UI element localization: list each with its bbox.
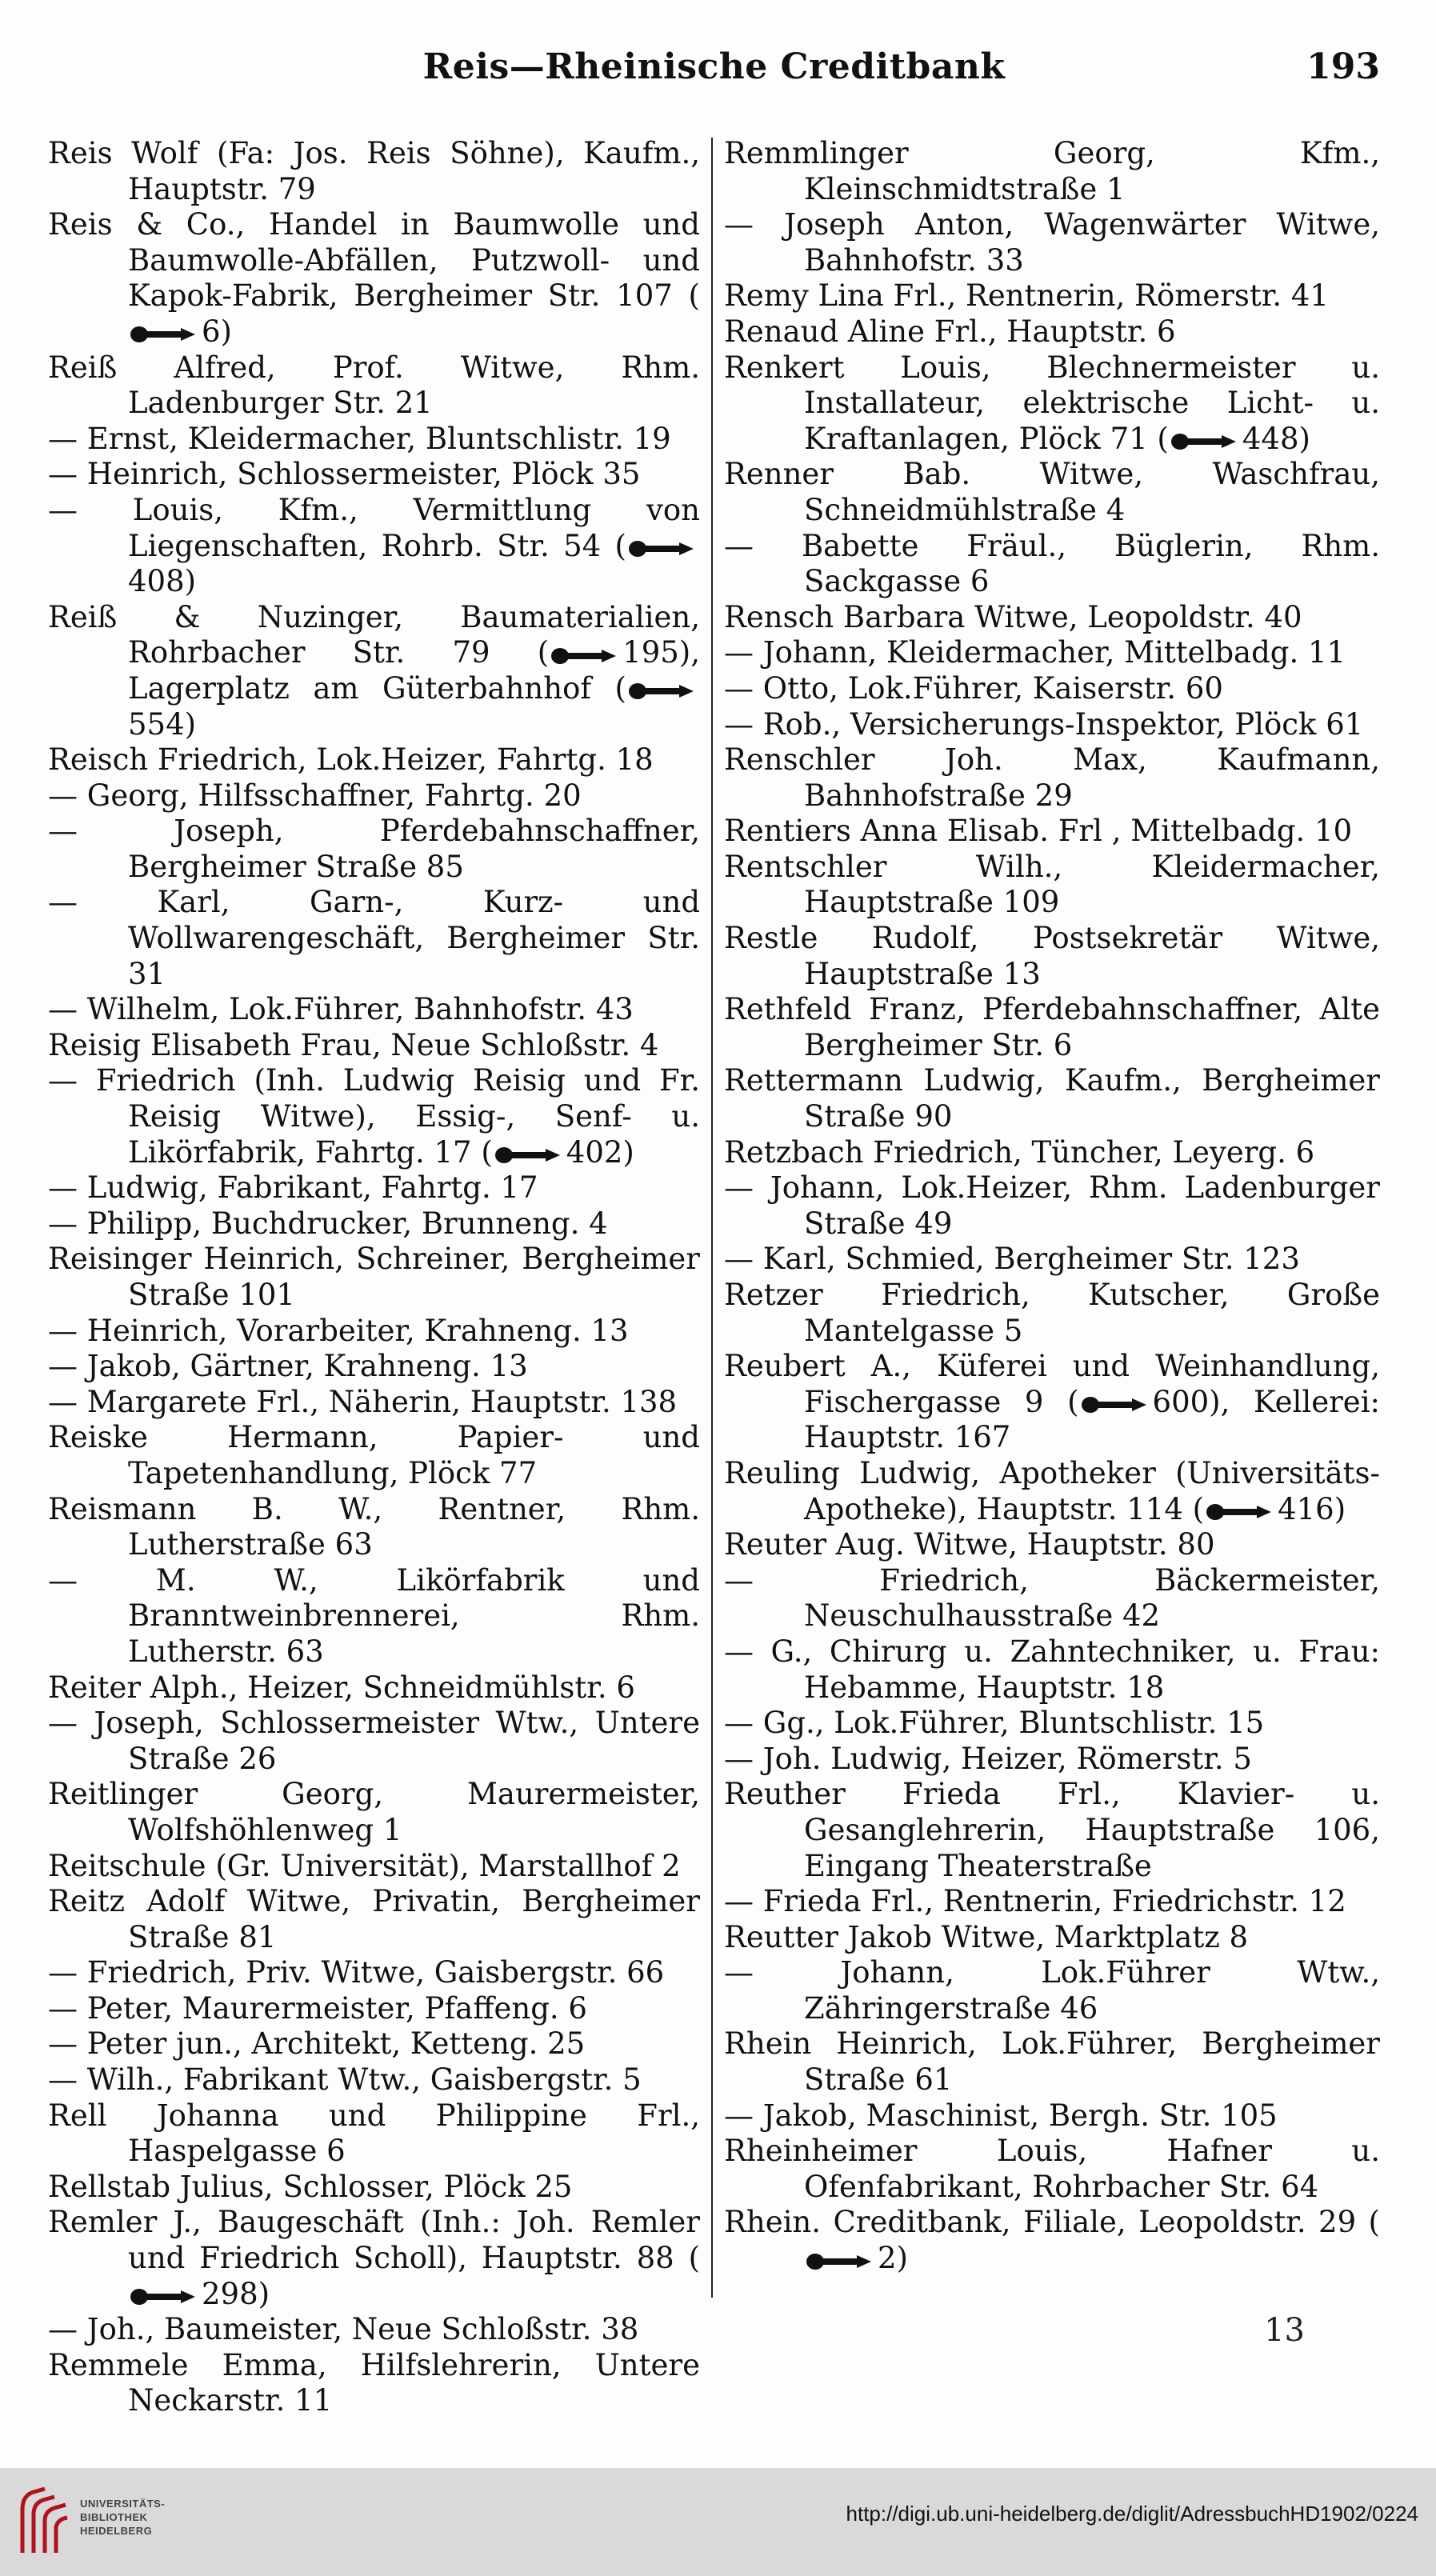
- entry-text: — Gg., Lok.Führer, Bluntschlistr. 15: [724, 1706, 1265, 1741]
- directory-entry: [48, 2026, 700, 2062]
- entry-text: Rensch Barbara Witwe, Leopoldstr. 40: [724, 599, 1302, 634]
- directory-entry: [724, 207, 1380, 278]
- directory-entry: [724, 1955, 1380, 2026]
- directory-entry: [724, 850, 1380, 921]
- directory-entry: [724, 1170, 1380, 1242]
- entry-text: 408): [128, 564, 197, 599]
- directory-entry: [48, 1170, 700, 1206]
- directory-entry: [48, 350, 700, 422]
- directory-entry: [48, 1063, 700, 1170]
- telephone-receiver-icon: [1206, 1503, 1273, 1519]
- entry-text: 402): [566, 1134, 634, 1170]
- entry-text: Reisig Elisabeth Frau, Neue Schloßstr. 4: [48, 1027, 659, 1062]
- entry-text: 600), Kellerei: Hauptstr. 167: [804, 1384, 1380, 1455]
- directory-entry: [724, 457, 1380, 528]
- entry-text: — Rob., Versicherungs-Inspektor, Plöck 61: [724, 706, 1364, 742]
- page-number: 193: [1306, 46, 1380, 87]
- directory-entry: [48, 2312, 700, 2348]
- entry-text: — Karl, Schmied, Bergheimer Str. 123: [724, 1242, 1300, 1277]
- directory-entry: [724, 707, 1380, 743]
- entry-text: Remmele Emma, Hilfslehrerin, Untere Neckarstr. 11: [48, 2347, 700, 2418]
- entry-text: — Friedrich, Bäckermeister, Neuschulhausstraße 42: [724, 1562, 1380, 1634]
- directory-entry: [724, 2098, 1380, 2134]
- entry-text: — Johann, Lok.Führer Wtw., Zähringerstraße 46: [724, 1955, 1380, 2026]
- directory-entry: [724, 2205, 1380, 2276]
- entry-text: Reutter Jakob Witwe, Marktplatz 8: [724, 1919, 1249, 1954]
- entry-text: Restle Rudolf, Postsekretär Witwe, Hauptstraße 13: [724, 921, 1380, 991]
- entry-text: Reitz Adolf Witwe, Privatin, Bergheimer Straße 81: [48, 1884, 700, 1954]
- directory-entry: [48, 1492, 700, 1563]
- entry-text: — Philipp, Buchdrucker, Brunneng. 4: [48, 1206, 608, 1241]
- directory-entry: [724, 1920, 1380, 1956]
- entry-text: — Joh., Baumeister, Neue Schloßstr. 38: [48, 2312, 639, 2347]
- entry-text: 554): [128, 706, 197, 742]
- right-column: [724, 136, 1380, 2277]
- entry-text: Reiske Hermann, Papier- und Tapetenhandlung, Plöck 77: [48, 1420, 700, 1490]
- directory-entry: [724, 1706, 1380, 1742]
- entry-text: — Frieda Frl., Rentnerin, Friedrichstr. 12: [724, 1884, 1346, 1919]
- directory-entry: [724, 350, 1380, 458]
- entry-text: — Wilh., Fabrikant Wtw., Gaisbergstr. 5: [48, 2062, 642, 2098]
- directory-entry: [724, 992, 1380, 1063]
- entry-text: — Heinrich, Vorarbeiter, Krahneng. 13: [48, 1313, 629, 1348]
- directory-entry: [48, 1349, 700, 1385]
- directory-entry: [48, 992, 700, 1028]
- entry-text: — Wilhelm, Lok.Führer, Bahnhofstr. 43: [48, 992, 634, 1027]
- directory-entry: [724, 1563, 1380, 1634]
- entry-text: Renner Bab. Witwe, Waschfrau, Schneidmühlstraße 4: [724, 457, 1380, 527]
- directory-entry: [724, 1742, 1380, 1778]
- telephone-receiver-icon: [550, 647, 618, 663]
- entry-text: Reisch Friedrich, Lok.Heizer, Fahrtg. 18: [48, 742, 654, 778]
- directory-entry: [48, 1314, 700, 1350]
- directory-entry: [724, 1634, 1380, 1706]
- library-name: [80, 2497, 165, 2538]
- entry-text: — Babette Fräul., Büglerin, Rhm. Sackgasse 6: [724, 528, 1380, 599]
- telephone-receiver-icon: [806, 2253, 873, 2269]
- entry-text: Remy Lina Frl., Rentnerin, Römerstr. 41: [724, 278, 1329, 314]
- entry-text: — Jakob, Maschinist, Bergh. Str. 105: [724, 2098, 1278, 2133]
- telephone-receiver-icon: [1170, 433, 1238, 449]
- directory-entry: [48, 2205, 700, 2312]
- library-name-line: UNIVERSITÄTS-: [80, 2498, 166, 2510]
- entry-text: 416): [1278, 1491, 1346, 1526]
- directory-entry: [48, 1670, 700, 1706]
- entry-text: — Friedrich (Inh. Ludwig Reisig und Fr. Reisig Witwe), Essig-, Senf- u. Likörfabrik, Fahrtg. 17 (: [48, 1063, 700, 1170]
- entry-text: Rhein Heinrich, Lok.Führer, Bergheimer Straße 61: [724, 2026, 1380, 2098]
- directory-entry: [724, 2026, 1380, 2098]
- directory-entry: [724, 1063, 1380, 1134]
- directory-entry: [48, 2098, 700, 2170]
- left-column: [48, 136, 700, 2419]
- entry-text: Reiter Alph., Heizer, Schneidmühlstr. 6: [48, 1670, 635, 1705]
- directory-entry: [48, 1955, 700, 1991]
- footer-bar: [0, 2468, 1436, 2576]
- directory-entry: [48, 1849, 700, 1885]
- entry-text: Rentschler Wilh., Kleidermacher, Hauptstraße 109: [724, 849, 1380, 920]
- entry-text: Reuther Frieda Frl., Klavier- u. Gesanglehrerin, Hauptstraße 106, Eingang Theaterstraße: [724, 1777, 1380, 1883]
- telephone-receiver-icon: [628, 540, 695, 556]
- directory-entry: [724, 1349, 1380, 1456]
- entry-text: Reis & Co., Handel in Baumwolle und Baumwolle-Abfällen, Putzwoll- und Kapok-Fabrik, Bergheimer Str. 107 (: [48, 207, 700, 314]
- directory-entry: [724, 2134, 1380, 2205]
- entry-text: Reitschule (Gr. Universität), Marstallhof 2: [48, 1848, 681, 1883]
- directory-entry: [724, 1456, 1380, 1527]
- entry-text: Remmlinger Georg, Kfm., Kleinschmidtstraße 1: [724, 136, 1380, 206]
- directory-entry: [724, 635, 1380, 671]
- entry-text: Renschler Joh. Max, Kaufmann, Bahnhofstraße 29: [724, 742, 1380, 813]
- signature-mark: 13: [1264, 2312, 1305, 2349]
- entry-text: Reiß Alfred, Prof. Witwe, Rhm. Ladenburger Str. 21: [48, 350, 700, 421]
- telephone-receiver-icon: [494, 1146, 562, 1162]
- directory-entry: [48, 1028, 700, 1064]
- directory-entry: [48, 2170, 700, 2206]
- entry-text: — Joseph, Pferdebahnschaffner, Bergheimer Straße 85: [48, 814, 700, 884]
- directory-entry: [48, 2062, 700, 2098]
- directory-entry: [48, 1420, 700, 1491]
- directory-entry: [724, 742, 1380, 814]
- entry-text: 298): [202, 2276, 270, 2311]
- entry-text: — Karl, Garn-, Kurz- und Wollwarengeschäft, Bergheimer Str. 31: [48, 885, 700, 991]
- entry-text: — Joh. Ludwig, Heizer, Römerstr. 5: [724, 1741, 1252, 1776]
- directory-entry: [48, 814, 700, 885]
- directory-entry: [724, 814, 1380, 850]
- directory-entry: [48, 457, 700, 493]
- entry-text: 195), Lagerplatz am Güterbahnhof (: [128, 635, 700, 706]
- entry-text: — Margarete Frl., Näherin, Hauptstr. 138: [48, 1384, 678, 1419]
- entry-text: Rellstab Julius, Schlosser, Plöck 25: [48, 2169, 573, 2204]
- entry-text: Reuling Ludwig, Apotheker (Universitäts-Apotheke), Hauptstr. 114 (: [724, 1455, 1380, 1526]
- directory-entry: [724, 671, 1380, 707]
- entry-text: — Heinrich, Schlossermeister, Plöck 35: [48, 457, 641, 492]
- source-url-link[interactable]: http://digi.ub.uni-heidelberg.de/diglit/AdressbuchHD1902/0224: [846, 2502, 1418, 2526]
- entry-text: Rheinheimer Louis, Hafner u. Ofenfabrikant, Rohrbacher Str. 64: [724, 2134, 1380, 2204]
- directory-entry: [724, 314, 1380, 350]
- directory-entry: [724, 921, 1380, 992]
- directory-entry: [724, 278, 1380, 314]
- entry-text: Reuter Aug. Witwe, Hauptstr. 80: [724, 1527, 1215, 1562]
- entry-text: Remler J., Baugeschäft (Inh.: Joh. Remler und Friedrich Scholl), Hauptstr. 88 (: [48, 2205, 700, 2276]
- entry-text: — Ernst, Kleidermacher, Bluntschlistr. 19: [48, 421, 671, 456]
- library-name-line: BIBLIOTHEK: [80, 2511, 148, 2523]
- directory-entry: [48, 207, 700, 350]
- directory-entry: [724, 529, 1380, 600]
- entry-text: — Jakob, Gärtner, Krahneng. 13: [48, 1349, 528, 1384]
- directory-entry: [48, 600, 700, 742]
- entry-text: Reiß & Nuzinger, Baumaterialien, Rohrbacher Str. 79 (: [48, 599, 700, 670]
- directory-entry: [48, 1777, 700, 1848]
- library-name-line: HEIDELBERG: [80, 2525, 153, 2537]
- directory-entry: [48, 136, 700, 207]
- page-title: Reis—Rheinische Creditbank: [422, 46, 1006, 87]
- entry-text: Reubert A., Küferei und Weinhandlung, Fischergasse 9 (: [724, 1349, 1380, 1419]
- entry-text: — Georg, Hilfsschaffner, Fahrtg. 20: [48, 778, 582, 813]
- entry-text: — Joseph, Schlossermeister Wtw., Untere Straße 26: [48, 1706, 700, 1776]
- entry-text: — Joseph Anton, Wagenwärter Witwe, Bahnhofstr. 33: [724, 207, 1380, 278]
- directory-entry: [48, 1991, 700, 2027]
- entry-text: 448): [1242, 421, 1310, 456]
- directory-entry: [48, 1385, 700, 1421]
- directory-entry: [724, 136, 1380, 207]
- entry-text: — Louis, Kfm., Vermittlung von Liegenschaften, Rohrb. Str. 54 (: [48, 492, 700, 563]
- directory-entry: [724, 1242, 1380, 1278]
- entry-text: — M. W., Likörfabrik und Branntweinbrennerei, Rhm. Lutherstr. 63: [48, 1562, 700, 1669]
- entry-text: — Ludwig, Fabrikant, Fahrtg. 17: [48, 1170, 538, 1206]
- entry-text: Retzer Friedrich, Kutscher, Große Mantelgasse 5: [724, 1278, 1380, 1348]
- directory-entry: [724, 1777, 1380, 1884]
- directory-entry: [48, 1884, 700, 1955]
- directory-entry: [48, 422, 700, 458]
- directory-entry: [724, 1884, 1380, 1920]
- column-divider: [711, 138, 713, 2298]
- entry-text: Retzbach Friedrich, Tüncher, Leyerg. 6: [724, 1134, 1315, 1170]
- entry-text: — Friedrich, Priv. Witwe, Gaisbergstr. 66: [48, 1955, 665, 1990]
- directory-entry: [48, 1206, 700, 1242]
- directory-entry: [48, 1242, 700, 1313]
- directory-entry: [724, 600, 1380, 636]
- entry-text: Reisinger Heinrich, Schreiner, Bergheimer Straße 101: [48, 1242, 700, 1312]
- entry-text: Rentiers Anna Elisab. Frl , Mittelbadg. 10: [724, 814, 1353, 849]
- entry-text: — Peter jun., Architekt, Ketteng. 25: [48, 2026, 586, 2062]
- entry-text: — Peter, Maurermeister, Pfaffeng. 6: [48, 1990, 587, 2026]
- entry-text: Rhein. Creditbank, Filiale, Leopoldstr. 29 (: [724, 2205, 1380, 2240]
- directory-entry: [48, 778, 700, 814]
- entry-text: — Otto, Lok.Führer, Kaiserstr. 60: [724, 670, 1223, 706]
- directory-entry: [48, 1706, 700, 1777]
- running-head: [48, 46, 1380, 94]
- directory-entry: [48, 1563, 700, 1670]
- ub-heidelberg-logo-icon: [18, 2486, 75, 2558]
- entry-text: Reitlinger Georg, Maurermeister, Wolfshöhlenweg 1: [48, 1777, 700, 1847]
- entry-text: 6): [202, 314, 232, 349]
- directory-entry: [48, 885, 700, 992]
- directory-entry: [48, 493, 700, 600]
- directory-entry: [48, 2348, 700, 2419]
- telephone-receiver-icon: [130, 326, 197, 342]
- entry-text: Rell Johanna und Philippine Frl., Haspelgasse 6: [48, 2098, 700, 2169]
- entry-text: — Johann, Kleidermacher, Mittelbadg. 11: [724, 635, 1346, 670]
- directory-entry: [724, 1278, 1380, 1349]
- entry-text: Renkert Louis, Blechnermeister u. Installateur, elektrische Licht- u. Kraftanlagen, Plöck 71 (: [724, 350, 1380, 456]
- entry-text: Renaud Aline Frl., Hauptstr. 6: [724, 314, 1176, 349]
- entry-text: Reismann B. W., Rentner, Rhm. Lutherstraße 63: [48, 1491, 700, 1562]
- directory-entry: [48, 742, 700, 778]
- entry-text: — G., Chirurg u. Zahntechniker, u. Frau: Hebamme, Hauptstr. 18: [724, 1634, 1380, 1705]
- directory-entry: [724, 1527, 1380, 1563]
- directory-entry: [724, 1135, 1380, 1171]
- entry-text: Rettermann Ludwig, Kaufm., Bergheimer Straße 90: [724, 1063, 1380, 1134]
- entry-text: Reis Wolf (Fa: Jos. Reis Söhne), Kaufm., Hauptstr. 79: [48, 136, 700, 206]
- telephone-receiver-icon: [130, 2288, 197, 2304]
- entry-text: Rethfeld Franz, Pferdebahnschaffner, Alte Bergheimer Str. 6: [724, 992, 1380, 1062]
- entry-text: — Johann, Lok.Heizer, Rhm. Ladenburger Straße 49: [724, 1170, 1380, 1241]
- telephone-receiver-icon: [628, 682, 695, 698]
- entry-text: 2): [878, 2241, 908, 2276]
- telephone-receiver-icon: [1081, 1396, 1148, 1412]
